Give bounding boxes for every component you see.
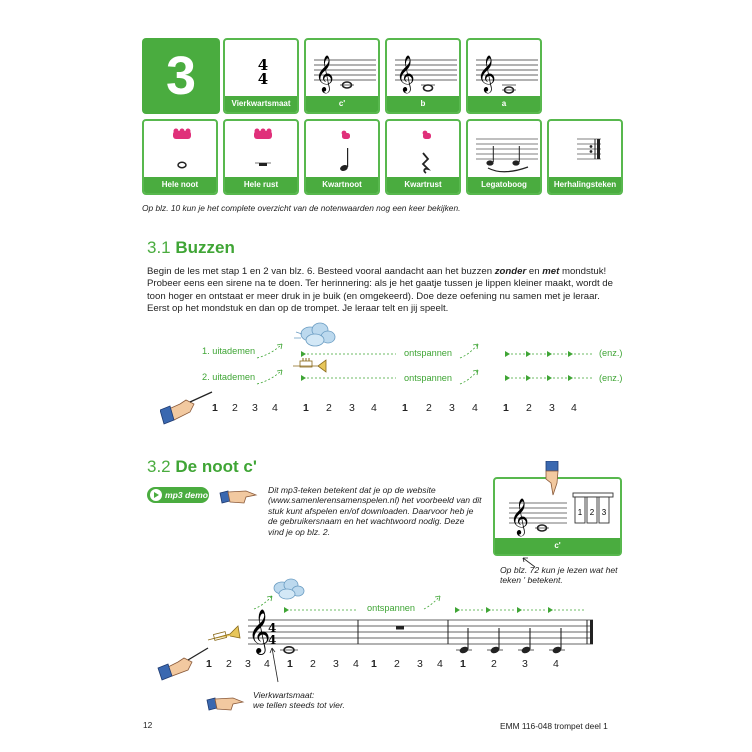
section-heading-note-c: [147, 457, 257, 477]
count-beat: 3: [333, 658, 339, 670]
count-beat: 1: [303, 402, 309, 414]
card-time-signature: [223, 38, 299, 114]
count-beat: 2: [526, 402, 532, 414]
dotted-arrow-icon: [257, 344, 282, 358]
count-beat: 1: [371, 658, 377, 670]
count-beat: 1: [287, 658, 293, 670]
count-beat: 2: [232, 402, 238, 414]
card-quarter-note: [304, 119, 380, 195]
card-slur: [466, 119, 542, 195]
treble-clef-note-c-icon: [306, 40, 380, 100]
card-label: c': [306, 96, 378, 112]
quarter-rest-icon: [387, 121, 461, 181]
count-beat: 1: [206, 658, 212, 670]
caption-line: we tellen steeds tot vier.: [253, 700, 345, 711]
count-beat: 2: [426, 402, 432, 414]
etc-label-2: (enz.): [599, 373, 623, 383]
trumpet-icon: [208, 626, 240, 640]
card-label: Hele noot: [144, 177, 216, 193]
card-label: Kwartrust: [387, 177, 459, 193]
relax-label: ontspannen: [367, 603, 416, 613]
whole-rest-icon: [396, 626, 404, 630]
section1-paragraph: [147, 266, 622, 316]
svg-text:𝄞: 𝄞: [477, 54, 496, 92]
count-beat: 2: [226, 658, 232, 670]
whole-rest-icon: [225, 121, 299, 181]
svg-text:4: 4: [268, 633, 277, 647]
relax-label-1: ontspannen: [404, 348, 453, 358]
mp3-demo-button[interactable]: [147, 487, 209, 503]
section-title: De noot c': [175, 457, 257, 476]
count-beat: 4: [553, 658, 559, 670]
count-beat: 2: [326, 402, 332, 414]
section-number: 3.2: [147, 457, 171, 476]
step-exhale-2: 2. uitademen: [202, 372, 256, 382]
card-label: Herhalingsteken: [549, 177, 621, 193]
repeat-sign-icon: [549, 121, 623, 181]
count-group: [212, 402, 218, 414]
card-label: c': [495, 538, 620, 554]
card-whole-note: [142, 119, 218, 195]
count-beat: 1: [212, 402, 218, 414]
valve-number: 2: [589, 508, 595, 517]
emphasis-met: met: [542, 266, 560, 277]
card-note-a: [466, 38, 542, 114]
svg-text:𝄞: 𝄞: [396, 54, 415, 92]
card-label: Legatoboog: [468, 177, 540, 193]
count-beat: 4: [571, 402, 577, 414]
card-label: Kwartnoot: [306, 177, 378, 193]
count-beat: 3: [522, 658, 528, 670]
card-note-b: [385, 38, 461, 114]
pointing-down-hand-icon: [540, 461, 564, 497]
card-repeat-sign: [547, 119, 623, 195]
conductor-hand-icon: [160, 392, 212, 424]
count-beat: 1: [460, 658, 466, 670]
count-beat: 3: [549, 402, 555, 414]
count-beat: 4: [353, 658, 359, 670]
publication-code: EMM 116-048 trompet deel 1: [500, 721, 608, 731]
overview-note: Op blz. 10 kun je het complete overzicht van de notenwaarden nog een keer bekijken.: [142, 203, 461, 213]
page-reference-note: Op blz. 72 kun je lezen wat het teken ' betekent.: [500, 565, 618, 586]
count-beat: 2: [491, 658, 497, 670]
section-number: 3.1: [147, 238, 171, 257]
pointing-hand-icon: [205, 694, 249, 716]
caption-line: Vierkwartsmaat:: [253, 690, 315, 700]
paragraph-text: mondstuk! Probeer eens een sirene na te doen. Ter herinnering: als je het gaatje tussen je lippen kleiner maakt, wordt de toon hoger en ontstaat er meer druk in je buik (en omgekeerd). Doe deze oefening nu samen met je leraar. Eerst op het mondstuk en dan op de trompet. Je leraar telt en jij speelt.: [147, 266, 613, 315]
dotted-arrow-icon: [460, 344, 478, 358]
page-number: 12: [143, 720, 153, 730]
card-label: Hele rust: [225, 177, 297, 193]
time-signature-icon: [225, 40, 299, 100]
count-beat: 3: [245, 658, 251, 670]
treble-clef-icon: 𝄞: [248, 609, 271, 653]
count-beat: 4: [472, 402, 478, 414]
count-beat: 4: [437, 658, 443, 670]
paragraph-text: en: [526, 266, 543, 277]
count-beat: 3: [252, 402, 258, 414]
card-whole-rest: [223, 119, 299, 195]
treble-clef-note-b-icon: [387, 40, 461, 100]
relax-label-2: ontspannen: [404, 373, 453, 383]
count-beat: 2: [394, 658, 400, 670]
trumpet-icon: [293, 358, 326, 372]
pointing-hand-icon: [218, 487, 262, 509]
conductor-hand-icon: [158, 648, 208, 680]
play-icon: [150, 489, 162, 501]
etc-label-1: (enz.): [599, 348, 623, 358]
slur-icon: [468, 121, 542, 181]
card-note-c: [304, 38, 380, 114]
breath-cloud-icon: [274, 579, 304, 599]
count-beat: 4: [371, 402, 377, 414]
valve-number: 3: [601, 508, 607, 517]
count-beat: 4: [264, 658, 270, 670]
card-quarter-rest: [385, 119, 461, 195]
emphasis-zonder: zonder: [494, 266, 527, 277]
svg-text:𝄞: 𝄞: [510, 497, 529, 535]
whole-note-icon: [144, 121, 218, 181]
card-label: a: [468, 96, 540, 112]
note-c-exercise-staff: [150, 578, 610, 683]
count-beat: 3: [449, 402, 455, 414]
mp3-explanation: Dit mp3-teken betekent dat je op de website (www.samenlerensamenspelen.nl) het voorbeeld van dit stuk kunt afspelen en/of downloaden. Daarvoor heb je de gebruikersnaam en het wachtwoord nodig. Deze vind je op blz. 2.: [268, 485, 482, 537]
svg-text:4: 4: [257, 70, 269, 88]
section-heading-buzzen: [147, 238, 235, 258]
quarter-note-icon: [306, 121, 380, 181]
svg-text:4: 4: [268, 621, 277, 635]
paragraph-text: Begin de les met stap 1 en 2 van blz. 6. Besteed vooral aandacht aan het buzzen: [147, 266, 495, 277]
lesson-number: 3: [142, 38, 220, 114]
section-title: Buzzen: [175, 238, 235, 257]
time-signature-caption: [253, 690, 363, 711]
mp3-label: mp3 demo: [165, 490, 208, 500]
count-beat: 3: [349, 402, 355, 414]
svg-text:4: 4: [257, 56, 269, 74]
count-beat: 2: [310, 658, 316, 670]
count-beat: 1: [402, 402, 408, 414]
card-label: b: [387, 96, 459, 112]
count-beat: 4: [272, 402, 278, 414]
breath-cloud-icon: [294, 323, 335, 346]
count-beat: 3: [417, 658, 423, 670]
step-exhale-1: 1. uitademen: [202, 346, 256, 356]
svg-text:𝄞: 𝄞: [315, 54, 334, 92]
card-label: Vierkwartsmaat: [225, 96, 297, 112]
treble-clef-note-a-icon: [468, 40, 542, 100]
count-beat: 1: [503, 402, 509, 414]
valve-number: 1: [577, 508, 583, 517]
